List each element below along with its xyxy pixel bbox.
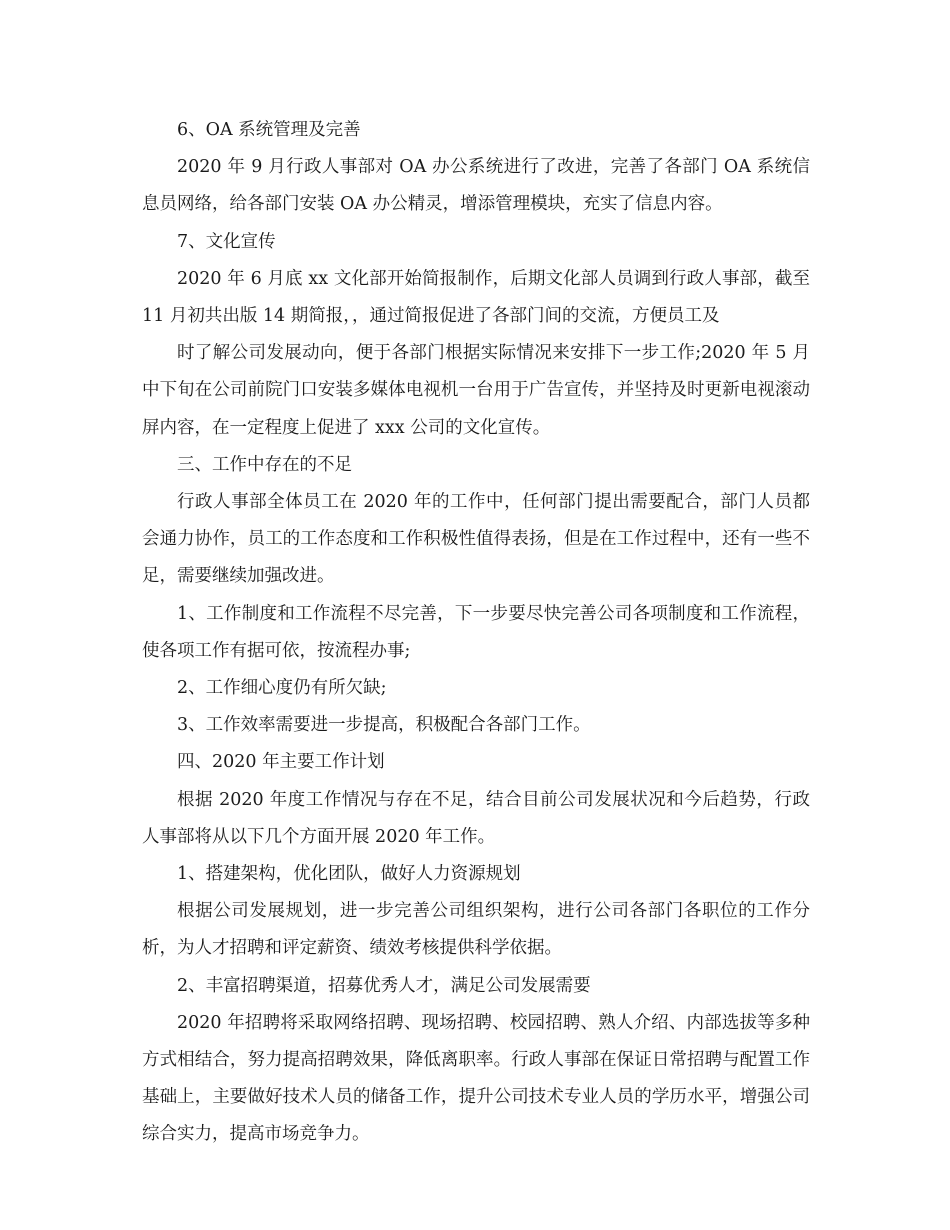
section-heading-shortcomings: 三、工作中存在的不足 — [177, 454, 352, 475]
subheading-plan-1: 1、搭建架构，优化团队，做好人力资源规划 — [177, 864, 521, 885]
paragraph-culture-bulletin: 2020 年 6 月底 xx 文化部开始简报制作，后期文化部人员调到行政人事部，截至 11 月初共出版 14 期简报，，通过简报促进了各部门间的交流，方便员工及 — [142, 268, 810, 327]
section-heading-oa: 6、OA 系统管理及完善 — [177, 120, 361, 140]
paragraph-plan-1: 根据公司发展规划，进一步完善公司组织架构，进行公司各部门各职位的工作分析，为人才招聘和评定薪资、绩效考核提供科学依据。 — [142, 901, 810, 959]
paragraph-oa-improvement: 2020 年 9 月行政人事部对 OA 办公系统进行了改进，完善了各部门 OA 系统信息员网络，给各部门安装 OA 办公精灵，增添管理模块，充实了信息内容。 — [142, 157, 810, 215]
subheading-plan-2: 2、丰富招聘渠道，招募优秀人才，满足公司发展需要 — [177, 975, 591, 996]
list-item-shortcoming-2: 2、工作细心度仍有所欠缺; — [177, 678, 387, 699]
paragraph-culture-media: 时了解公司发展动向，便于各部门根据实际情况来安排下一步工作;2020 年 5 月中下旬在公司前院门口安装多媒体电视机一台用于广告宣传，并坚持及时更新电视滚动屏内容，在一定程度上促进了 xxx 公司的文化宣传。 — [142, 343, 810, 438]
section-heading-plan: 四、2020 年主要工作计划 — [177, 752, 385, 773]
document-body — [142, 112, 810, 1154]
paragraph-shortcomings-intro: 行政人事部全体员工在 2020 年的工作中，任何部门提出需要配合，部门人员都会通力协作，员工的工作态度和工作积极性值得表扬，但是在工作过程中，还有一些不足，需要继续加强改进。 — [142, 492, 810, 587]
list-item-shortcoming-1: 1、工作制度和工作流程不尽完善，下一步要尽快完善公司各项制度和工作流程，使各项工作有据可依，按流程办事; — [142, 603, 810, 661]
paragraph-plan-intro: 根据 2020 年度工作情况与存在不足，结合目前公司发展状况和今后趋势，行政人事部将从以下几个方面开展 2020 年工作。 — [142, 789, 810, 847]
paragraph-plan-2: 2020 年招聘将采取网络招聘、现场招聘、校园招聘、熟人介绍、内部选拔等多种方式相结合，努力提高招聘效果，降低离职率。行政人事部在保证日常招聘与配置工作基础上，主要做好技术人员的储备工作，提升公司技术专业人员的学历水平，增强公司综合实力，提高市场竞争力。 — [142, 1012, 810, 1145]
list-item-shortcoming-3: 3、工作效率需要进一步提高，积极配合各部门工作。 — [177, 715, 591, 736]
section-heading-culture: 7、文化宣传 — [177, 231, 276, 252]
